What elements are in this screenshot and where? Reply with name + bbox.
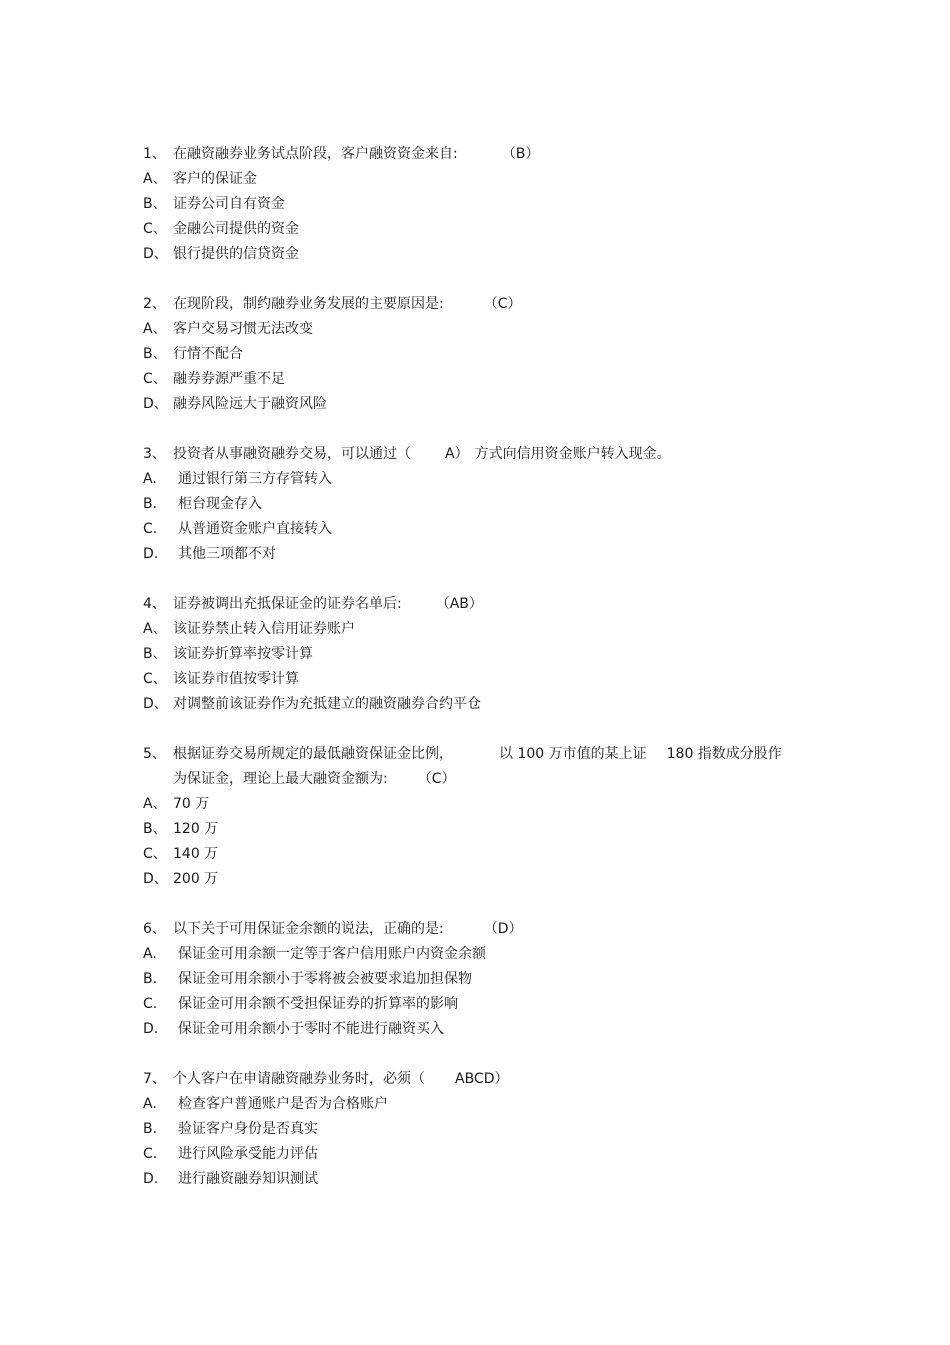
option-text: 140 万 <box>173 846 219 862</box>
question-text: 个人客户在申请融资融券业务时，必须（ <box>173 1071 425 1087</box>
option-label: C. <box>143 1146 158 1162</box>
question-text: 在现阶段，制约融券业务发展的主要原因是: <box>173 296 444 312</box>
option-label: A、 <box>143 321 167 337</box>
option-label: A. <box>143 471 157 487</box>
option-d <box>143 692 843 717</box>
option-b <box>143 642 843 667</box>
question-text: 以下关于可用保证金余额的说法，正确的是: <box>173 921 444 937</box>
option-label: C、 <box>143 371 167 387</box>
option-c <box>143 1142 843 1167</box>
option-text: 融券风险远大于融资风险 <box>173 396 327 412</box>
option-c <box>143 517 843 542</box>
option-label: D、 <box>143 246 168 262</box>
option-b <box>143 967 843 992</box>
option-b <box>143 342 843 367</box>
question-number: 4、 <box>143 596 166 612</box>
question-text-line-2: 为保证金，理论上最大融资金额为: <box>173 771 388 787</box>
option-label: D、 <box>143 696 168 712</box>
question-6 <box>143 917 843 1042</box>
option-d <box>143 542 843 567</box>
question-1 <box>143 142 843 267</box>
question-5 <box>143 742 843 892</box>
option-label: B. <box>143 1121 158 1137</box>
option-text: 200 万 <box>173 871 219 887</box>
option-label: A. <box>143 1096 157 1112</box>
option-text: 银行提供的信贷资金 <box>173 246 299 262</box>
question-stem <box>143 917 843 942</box>
option-label: A. <box>143 946 157 962</box>
option-label: B、 <box>143 821 167 837</box>
option-b <box>143 192 843 217</box>
option-c <box>143 667 843 692</box>
option-text: 行情不配合 <box>173 346 243 362</box>
option-label: B、 <box>143 346 167 362</box>
option-b <box>143 1117 843 1142</box>
question-answer: （D） <box>483 921 523 937</box>
question-stem-continued <box>143 767 843 792</box>
option-text: 柜台现金存入 <box>178 496 262 512</box>
option-text: 该证券禁止转入信用证券账户 <box>173 621 355 637</box>
option-text: 金融公司提供的资金 <box>173 221 299 237</box>
question-list <box>143 142 843 1217</box>
option-text: 保证金可用余额一定等于客户信用账户内资金余额 <box>178 946 486 962</box>
option-text: 进行风险承受能力评估 <box>178 1146 318 1162</box>
question-3 <box>143 442 843 567</box>
option-text: 该证券折算率按零计算 <box>173 646 313 662</box>
option-label: C. <box>143 996 158 1012</box>
option-text: 融券券源严重不足 <box>173 371 285 387</box>
option-label: D、 <box>143 871 168 887</box>
option-label: D、 <box>143 396 168 412</box>
question-text-part-3: 180 指数成分股作 <box>666 746 782 762</box>
question-text: 证券被调出充抵保证金的证券名单后: <box>173 596 402 612</box>
option-c <box>143 992 843 1017</box>
option-text: 验证客户身份是否真实 <box>178 1121 318 1137</box>
option-c <box>143 842 843 867</box>
question-number: 1、 <box>143 146 166 162</box>
question-number: 3、 <box>143 446 166 462</box>
option-a <box>143 167 843 192</box>
option-text: 120 万 <box>173 821 219 837</box>
option-text: 证券公司自有资金 <box>173 196 285 212</box>
option-text: 从普通资金账户直接转入 <box>178 521 332 537</box>
option-text: 保证金可用余额不受担保证券的折算率的影响 <box>178 996 458 1012</box>
option-text: 70 万 <box>173 796 210 812</box>
question-answer: ABCD） <box>455 1071 509 1087</box>
question-stem <box>143 442 843 467</box>
option-text: 保证金可用余额小于零时不能进行融资买入 <box>178 1021 444 1037</box>
option-b <box>143 817 843 842</box>
question-number: 6、 <box>143 921 166 937</box>
question-answer: （B） <box>501 146 540 162</box>
option-text: 对调整前该证券作为充抵建立的融资融券合约平仓 <box>173 696 481 712</box>
option-label: C、 <box>143 221 167 237</box>
question-stem <box>143 1067 843 1092</box>
question-stem <box>143 592 843 617</box>
question-number: 7、 <box>143 1071 166 1087</box>
question-number: 5、 <box>143 746 166 762</box>
option-text: 客户交易习惯无法改变 <box>173 321 313 337</box>
question-7 <box>143 1067 843 1192</box>
question-number: 2、 <box>143 296 166 312</box>
option-label: B. <box>143 496 158 512</box>
question-stem <box>143 292 843 317</box>
question-answer: （C） <box>417 771 456 787</box>
option-label: A、 <box>143 796 167 812</box>
question-text: 投资者从事融资融券交易，可以通过（ <box>173 446 411 462</box>
question-4 <box>143 592 843 717</box>
option-label: C、 <box>143 846 167 862</box>
option-a <box>143 792 843 817</box>
option-d <box>143 1167 843 1192</box>
question-stem <box>143 742 843 767</box>
option-text: 保证金可用余额小于零将被会被要求追加担保物 <box>178 971 472 987</box>
question-answer: （AB） <box>435 596 483 612</box>
option-label: B、 <box>143 196 167 212</box>
question-text-continued: 方式向信用资金账户转入现金。 <box>474 446 671 462</box>
option-a <box>143 317 843 342</box>
option-c <box>143 217 843 242</box>
option-text: 检查客户普通账户是否为合格账户 <box>178 1096 388 1112</box>
option-text: 进行融资融券知识测试 <box>178 1171 318 1187</box>
question-stem <box>143 142 843 167</box>
option-text: 其他三项都不对 <box>178 546 276 562</box>
option-b <box>143 492 843 517</box>
option-label: D. <box>143 1021 159 1037</box>
option-c <box>143 367 843 392</box>
option-a <box>143 1092 843 1117</box>
option-label: D. <box>143 546 159 562</box>
option-a <box>143 617 843 642</box>
option-d <box>143 867 843 892</box>
option-d <box>143 392 843 417</box>
option-label: B. <box>143 971 158 987</box>
option-a <box>143 942 843 967</box>
question-text: 在融资融券业务试点阶段，客户融资资金来自: <box>173 146 458 162</box>
question-text: 根据证券交易所规定的最低融资保证金比例， <box>173 746 453 762</box>
question-text-part-2: 以 100 万市值的某上证 <box>499 746 647 762</box>
option-label: A、 <box>143 621 167 637</box>
option-label: C. <box>143 521 158 537</box>
option-a <box>143 467 843 492</box>
option-text: 该证券市值按零计算 <box>173 671 299 687</box>
option-label: A、 <box>143 171 167 187</box>
question-answer: （C） <box>483 296 522 312</box>
option-label: B、 <box>143 646 167 662</box>
option-text: 客户的保证金 <box>173 171 257 187</box>
question-answer: A） <box>445 446 469 462</box>
option-text: 通过银行第三方存管转入 <box>178 471 332 487</box>
option-d <box>143 1017 843 1042</box>
question-2 <box>143 292 843 417</box>
option-d <box>143 242 843 267</box>
option-label: C、 <box>143 671 167 687</box>
option-label: D. <box>143 1171 159 1187</box>
